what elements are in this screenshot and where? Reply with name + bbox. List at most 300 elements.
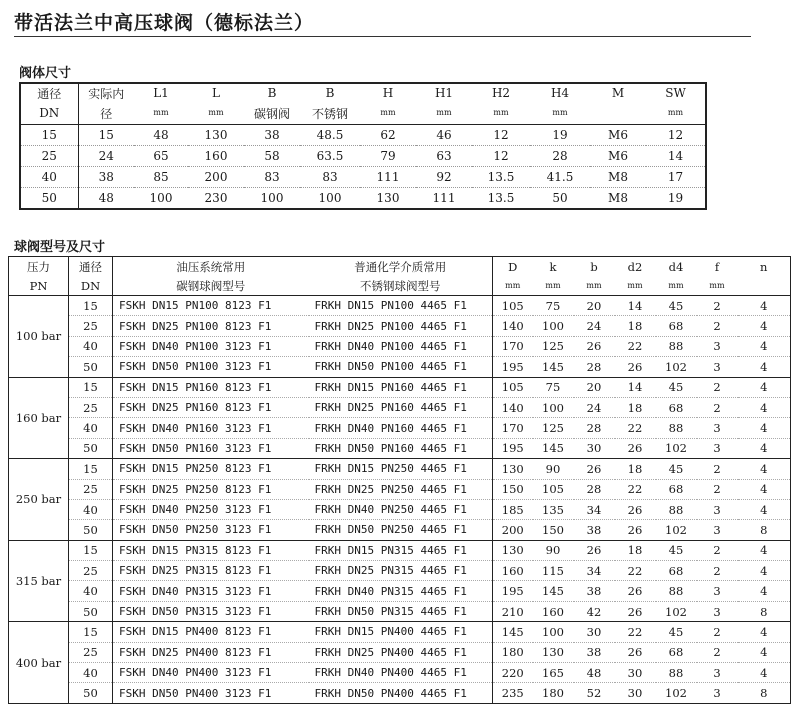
table-cell: 230 (204, 191, 228, 205)
table-cell: 45 (656, 296, 697, 316)
table-cell: 38 (244, 125, 300, 146)
table-cell: 115 (533, 561, 574, 581)
model-cell: FSKH DN50 PN315 3123 F1 (113, 601, 309, 621)
table-cell: 50 (69, 520, 113, 540)
table-cell: 26 (615, 581, 656, 601)
table-row (9, 499, 791, 519)
table-cell: M6 (590, 125, 646, 146)
table-cell: 210 (493, 601, 533, 621)
table-row (9, 622, 791, 642)
column-header: d4 (668, 260, 684, 274)
model-cell: FRKH DN15 PN400 4465 F1 (309, 622, 493, 642)
table-cell: 18 (615, 316, 656, 336)
valve-models-table (8, 256, 791, 704)
table-row (20, 167, 706, 188)
table-cell: 12 (646, 125, 706, 146)
table-cell: 25 (69, 479, 113, 499)
table-cell: 40 (69, 499, 113, 519)
table-cell: 28 (530, 146, 590, 167)
column-header: 普通化学介质常用 (309, 257, 493, 278)
column-subheader: mm (697, 277, 738, 296)
table-cell: 14 (615, 296, 656, 316)
table-row (9, 397, 791, 417)
table-cell: 68 (656, 561, 697, 581)
table-cell: 26 (574, 459, 615, 479)
table-cell: 220 (493, 663, 533, 683)
table-row (9, 418, 791, 438)
body-dimensions-table (19, 82, 707, 210)
table-cell: 26 (615, 642, 656, 662)
table-cell: 4 (738, 377, 791, 397)
model-cell: FRKH DN50 PN160 4465 F1 (309, 438, 493, 458)
column-subheader: mm (188, 102, 244, 125)
column-subheader: 碳钢球阀型号 (113, 277, 309, 296)
model-cell: FSKH DN50 PN400 3123 F1 (113, 683, 309, 703)
table-cell: 63.5 (300, 146, 360, 167)
table-cell: 38 (78, 167, 134, 188)
table-cell: 90 (533, 540, 574, 560)
table-cell: 25 (69, 642, 113, 662)
table-cell: 45 (656, 540, 697, 560)
table-cell: 24 (574, 397, 615, 417)
table-row (20, 125, 706, 146)
table-cell: 22 (615, 561, 656, 581)
table-cell: 88 (656, 418, 697, 438)
table-cell: 4 (738, 357, 791, 377)
table-cell: 100 (318, 191, 342, 205)
column-subheader: 碳钢阀 (244, 102, 300, 125)
column-header: SW (665, 86, 686, 100)
column-header: D (508, 260, 518, 274)
table-cell: 195 (493, 357, 533, 377)
column-subheader: mm (493, 277, 533, 296)
table-cell: 30 (574, 438, 615, 458)
table-cell: 25 (69, 561, 113, 581)
table-cell: 102 (656, 683, 697, 703)
table-cell: 88 (656, 663, 697, 683)
table-cell: 19 (667, 191, 684, 205)
table-cell: 48 (98, 191, 114, 205)
column-subheader: 不锈钢 (300, 102, 360, 125)
column-subheader: mm (574, 277, 615, 296)
table-cell: 24 (78, 146, 134, 167)
table-cell: 3 (697, 581, 738, 601)
model-cell: FSKH DN50 PN160 3123 F1 (113, 438, 309, 458)
header-row (20, 102, 706, 125)
table-cell: 4 (738, 642, 791, 662)
table-cell: 38 (574, 520, 615, 540)
table-cell: 85 (134, 167, 188, 188)
table-cell: 3 (697, 601, 738, 621)
table-cell: 50 (69, 601, 113, 621)
header-row (20, 83, 706, 102)
table-cell: 125 (533, 336, 574, 356)
table-cell: 28 (574, 418, 615, 438)
table-cell: 102 (656, 601, 697, 621)
table-cell: 145 (493, 622, 533, 642)
model-cell: FRKH DN15 PN250 4465 F1 (309, 459, 493, 479)
table-cell: 130 (493, 540, 533, 560)
table-cell: 180 (493, 642, 533, 662)
table-cell: 4 (738, 336, 791, 356)
table-cell: 135 (533, 499, 574, 519)
table-cell: 41.5 (530, 167, 590, 188)
model-cell: FSKH DN40 PN400 3123 F1 (113, 663, 309, 683)
table-row (9, 540, 791, 560)
table-cell: 15 (69, 377, 113, 397)
table-cell: 75 (533, 377, 574, 397)
pressure-cell: 100 bar (9, 296, 69, 378)
table-row (9, 357, 791, 377)
pressure-cell: 315 bar (9, 540, 69, 622)
model-cell: FSKH DN15 PN400 8123 F1 (113, 622, 309, 642)
table-cell: 15 (69, 296, 113, 316)
table-cell: 14 (646, 146, 706, 167)
table-cell: 26 (615, 438, 656, 458)
table-cell: 48.5 (300, 125, 360, 146)
table-cell: 100 (533, 316, 574, 336)
table-cell: 3 (697, 663, 738, 683)
model-cell: FRKH DN15 PN315 4465 F1 (309, 540, 493, 560)
model-cell: FRKH DN25 PN400 4465 F1 (309, 642, 493, 662)
table-row (20, 146, 706, 167)
table-cell: 30 (615, 683, 656, 703)
pressure-cell: 400 bar (9, 622, 69, 704)
table-cell: 2 (697, 459, 738, 479)
table-cell: 105 (493, 296, 533, 316)
table-row (9, 336, 791, 356)
table-cell: 160 (493, 561, 533, 581)
table-cell: 68 (656, 642, 697, 662)
column-subheader: 径 (78, 102, 134, 125)
column-subheader: mm (530, 102, 590, 125)
table-row (9, 520, 791, 540)
table-cell: 50 (69, 357, 113, 377)
table-cell: 50 (69, 438, 113, 458)
table-cell: 26 (615, 357, 656, 377)
table-cell: 2 (697, 296, 738, 316)
column-header: H1 (434, 86, 454, 100)
table-cell: 130 (188, 125, 244, 146)
table-cell: 2 (697, 479, 738, 499)
model-cell: FRKH DN50 PN250 4465 F1 (309, 520, 493, 540)
table-cell: 4 (738, 540, 791, 560)
table-cell: 3 (697, 418, 738, 438)
table-cell: M6 (590, 146, 646, 167)
table-cell: 170 (493, 418, 533, 438)
table-cell: 100 (533, 397, 574, 417)
table-cell: 4 (738, 418, 791, 438)
table-cell: 165 (533, 663, 574, 683)
table-cell: 30 (574, 622, 615, 642)
table-cell: 2 (697, 642, 738, 662)
model-cell: FSKH DN25 PN250 8123 F1 (113, 479, 309, 499)
table-cell: 28 (574, 357, 615, 377)
table-cell: 45 (656, 377, 697, 397)
column-header: H2 (491, 86, 511, 100)
model-cell: FRKH DN40 PN100 4465 F1 (309, 336, 493, 356)
table-cell: 83 (244, 167, 300, 188)
model-cell: FRKH DN50 PN400 4465 F1 (309, 683, 493, 703)
table-cell: 68 (656, 479, 697, 499)
table-cell: 88 (656, 581, 697, 601)
model-cell: FSKH DN25 PN160 8123 F1 (113, 397, 309, 417)
model-cell: FRKH DN15 PN160 4465 F1 (309, 377, 493, 397)
table-cell: 42 (574, 601, 615, 621)
page-title: 带活法兰中高压球阀（德标法兰） (14, 12, 315, 34)
model-cell: FRKH DN50 PN100 4465 F1 (309, 357, 493, 377)
table-cell: 185 (493, 499, 533, 519)
table-cell: 48 (574, 663, 615, 683)
table-row (9, 377, 791, 397)
table-cell: 105 (533, 479, 574, 499)
table-cell: 13.5 (472, 167, 530, 188)
pressure-cell: 250 bar (9, 459, 69, 541)
table-cell: 52 (574, 683, 615, 703)
column-header: H (382, 86, 394, 100)
table-cell: 195 (493, 438, 533, 458)
table-cell: 195 (493, 581, 533, 601)
table-cell: 130 (493, 459, 533, 479)
table-cell: 20 (574, 296, 615, 316)
table-cell: 140 (493, 397, 533, 417)
table-row (9, 561, 791, 581)
table-row (9, 663, 791, 683)
table-cell: 90 (533, 459, 574, 479)
table-cell: 150 (493, 479, 533, 499)
table-cell: 48 (134, 125, 188, 146)
table-cell: 30 (615, 663, 656, 683)
table-cell: 26 (615, 601, 656, 621)
model-cell: FRKH DN25 PN250 4465 F1 (309, 479, 493, 499)
model-cell: FRKH DN25 PN315 4465 F1 (309, 561, 493, 581)
column-header: 压力 (9, 257, 69, 278)
table-cell: 111 (432, 191, 456, 205)
table-cell: 2 (697, 540, 738, 560)
table-cell: 160 (533, 601, 574, 621)
header-row (9, 277, 791, 296)
table-cell: 4 (738, 499, 791, 519)
table-cell: 20 (574, 377, 615, 397)
body-dimensions-heading: 阀体尺寸 (19, 66, 72, 81)
table-cell: 160 (188, 146, 244, 167)
column-header: B (325, 86, 335, 100)
column-header: k (549, 260, 557, 274)
table-cell: 2 (697, 622, 738, 642)
table-cell: 3 (697, 520, 738, 540)
model-cell: FRKH DN25 PN100 4465 F1 (309, 316, 493, 336)
table-cell: 40 (69, 418, 113, 438)
table-cell: 4 (738, 581, 791, 601)
table-cell: 25 (69, 316, 113, 336)
table-cell: 102 (656, 357, 697, 377)
column-subheader: mm (615, 277, 656, 296)
table-cell: 46 (416, 125, 472, 146)
table-cell: 4 (738, 459, 791, 479)
column-header: L1 (153, 86, 169, 100)
column-header: 油压系统常用 (176, 260, 246, 274)
table-cell: 50 (20, 188, 78, 210)
table-cell: 235 (493, 683, 533, 703)
table-cell: 15 (20, 125, 78, 146)
column-subheader: 不锈钢球阀型号 (309, 277, 493, 296)
column-subheader: mm (656, 277, 697, 296)
table-cell: 200 (493, 520, 533, 540)
column-header: b (590, 260, 598, 274)
table-cell: 2 (697, 316, 738, 336)
table-cell: 34 (574, 561, 615, 581)
model-cell: FSKH DN50 PN100 3123 F1 (113, 357, 309, 377)
column-header: f (714, 260, 720, 274)
table-cell: 200 (188, 167, 244, 188)
table-cell: 14 (615, 377, 656, 397)
valve-models-heading: 球阀型号及尺寸 (14, 240, 106, 255)
table-cell: 4 (738, 622, 791, 642)
table-cell: 8 (738, 520, 791, 540)
table-cell: 50 (69, 683, 113, 703)
table-cell: 92 (416, 167, 472, 188)
table-cell: 40 (69, 336, 113, 356)
table-cell: 4 (738, 438, 791, 458)
column-header: 通径 (20, 83, 78, 102)
title-divider (14, 36, 751, 37)
model-cell: FSKH DN15 PN100 8123 F1 (113, 296, 309, 316)
column-subheader: mm (134, 102, 188, 125)
table-cell: 26 (615, 499, 656, 519)
table-cell: 38 (574, 581, 615, 601)
table-cell: 15 (78, 125, 134, 146)
table-cell: 3 (697, 357, 738, 377)
model-cell: FRKH DN40 PN160 4465 F1 (309, 418, 493, 438)
model-cell: FRKH DN50 PN315 4465 F1 (309, 601, 493, 621)
column-header: d2 (627, 260, 643, 274)
model-cell: FRKH DN15 PN100 4465 F1 (309, 296, 493, 316)
table-cell: 145 (533, 438, 574, 458)
column-subheader: DN (69, 277, 113, 296)
table-cell: 2 (697, 561, 738, 581)
table-row (9, 316, 791, 336)
column-header: H4 (550, 86, 570, 100)
column-header: 通径 (69, 257, 113, 278)
table-cell: 105 (493, 377, 533, 397)
table-cell: 83 (300, 167, 360, 188)
pressure-cell: 160 bar (9, 377, 69, 459)
column-header: M (611, 86, 625, 100)
table-cell: 75 (533, 296, 574, 316)
table-cell: 88 (656, 499, 697, 519)
table-cell: 102 (656, 438, 697, 458)
table-cell: 150 (533, 520, 574, 540)
table-cell: 18 (615, 459, 656, 479)
table-cell: 45 (656, 459, 697, 479)
table-cell: 2 (697, 397, 738, 417)
table-cell: 3 (697, 336, 738, 356)
table-row (9, 581, 791, 601)
table-cell: 130 (376, 191, 400, 205)
table-row (9, 683, 791, 703)
model-cell: FSKH DN15 PN160 8123 F1 (113, 377, 309, 397)
column-header: 实际内 (88, 86, 125, 101)
table-cell: M8 (608, 191, 628, 205)
table-cell: 22 (615, 336, 656, 356)
table-cell: 4 (738, 479, 791, 499)
table-cell: 40 (69, 581, 113, 601)
table-cell: 79 (360, 146, 416, 167)
model-cell: FRKH DN40 PN250 4465 F1 (309, 499, 493, 519)
column-subheader: mm (416, 102, 472, 125)
table-cell: 22 (615, 418, 656, 438)
column-subheader (738, 277, 791, 296)
table-row (9, 479, 791, 499)
model-cell: FSKH DN15 PN250 8123 F1 (113, 459, 309, 479)
table-cell: 145 (533, 357, 574, 377)
table-cell: 140 (493, 316, 533, 336)
column-subheader: PN (9, 277, 69, 296)
table-cell: 24 (574, 316, 615, 336)
table-cell: 3 (697, 499, 738, 519)
table-cell: 145 (533, 581, 574, 601)
table-cell: 13.5 (487, 191, 515, 205)
model-cell: FSKH DN25 PN100 8123 F1 (113, 316, 309, 336)
table-cell: 8 (738, 683, 791, 703)
model-cell: FRKH DN25 PN160 4465 F1 (309, 397, 493, 417)
table-cell: 18 (615, 540, 656, 560)
table-cell: 4 (738, 561, 791, 581)
model-cell: FSKH DN40 PN250 3123 F1 (113, 499, 309, 519)
column-header: n (760, 260, 768, 274)
table-cell: 34 (574, 499, 615, 519)
table-cell: 170 (493, 336, 533, 356)
table-cell: 125 (533, 418, 574, 438)
table-cell: 17 (646, 167, 706, 188)
table-cell: M8 (590, 167, 646, 188)
table-row (9, 296, 791, 316)
column-header: B (267, 86, 277, 100)
model-cell: FSKH DN25 PN315 8123 F1 (113, 561, 309, 581)
table-cell: 19 (530, 125, 590, 146)
column-subheader (590, 102, 646, 125)
model-cell: FSKH DN40 PN100 3123 F1 (113, 336, 309, 356)
table-cell: 3 (697, 683, 738, 703)
table-cell: 62 (360, 125, 416, 146)
column-subheader: mm (472, 102, 530, 125)
table-cell: 4 (738, 316, 791, 336)
model-cell: FSKH DN15 PN315 8123 F1 (113, 540, 309, 560)
table-cell: 12 (472, 146, 530, 167)
table-cell: 25 (20, 146, 78, 167)
model-cell: FSKH DN40 PN160 3123 F1 (113, 418, 309, 438)
table-cell: 26 (615, 520, 656, 540)
table-cell: 15 (69, 540, 113, 560)
table-cell: 88 (656, 336, 697, 356)
model-cell: FSKH DN50 PN250 3123 F1 (113, 520, 309, 540)
table-cell: 40 (20, 167, 78, 188)
table-cell: 2 (697, 377, 738, 397)
model-cell: FRKH DN40 PN400 4465 F1 (309, 663, 493, 683)
column-subheader: mm (360, 102, 416, 125)
table-cell: 63 (416, 146, 472, 167)
table-row (9, 459, 791, 479)
table-row (9, 601, 791, 621)
table-cell: 111 (360, 167, 416, 188)
table-cell: 40 (69, 663, 113, 683)
table-row (9, 438, 791, 458)
table-cell: 22 (615, 479, 656, 499)
table-cell: 28 (574, 479, 615, 499)
table-cell: 15 (69, 459, 113, 479)
table-cell: 58 (244, 146, 300, 167)
table-cell: 4 (738, 397, 791, 417)
